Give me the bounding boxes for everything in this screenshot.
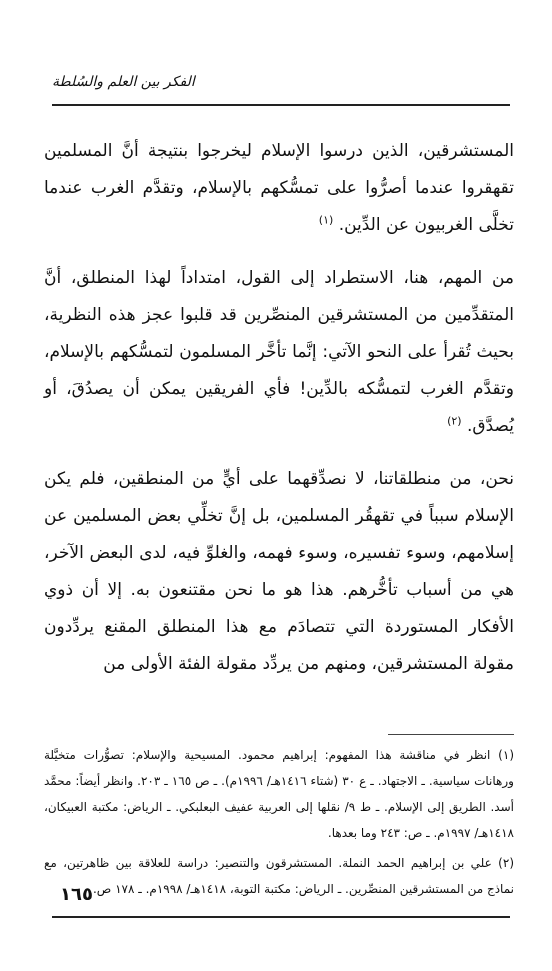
footnote-2: (٢) علي بن إبراهيم الحمد النملة. المستشرقون والتنصير: دراسة للعلاقة بين ظاهرتين، مع نماذج من المستشرقين المنصِّرين. ـ الرياض: مكتبة التوبة، ١٤١٨هـ/ ١٩٩٨م. ـ ١٧٨ ص. [44,856,514,896]
footnote-ref-1: (١) [318,213,334,227]
paragraph-1-text: المستشرقين، الذين درسوا الإسلام ليخرجوا بنتيجة أنَّ المسلمين تقهقروا عندما أصرُّوا على تمسُّكهم بالإسلام، وتقدَّم الغرب عندما تخلَّى الغربيون عن الدِّين. [44,141,514,235]
footer-rule [52,916,510,918]
header-rule [52,104,510,106]
paragraph-1 [44,133,514,244]
running-head-title: الفكر بين العلم والسُلطة [52,74,195,90]
footnote-separator [388,734,514,735]
footnote-ref-2: (٢) [447,414,462,428]
paragraph-2-text: من المهم، هنا، الاستطراد إلى القول، امتداداً لهذا المنطلق، أنَّ المتقدِّمين من المستشرقين المنصِّرين قد قلبوا عجز هذه النظرية، بحيث تُقرأ على النحو الآتي: إنَّما تأخَّر المسلمون لتمسُّكهم بالإسلام، وتقدَّم الغرب لتمسُّكه بالدِّين! فأي الفريقين يمكن أن يصدُقَ، أو يُصدَّق. [44,268,514,436]
paragraph-3 [44,461,514,683]
paragraph-2 [44,260,514,445]
paragraph-3-text: نحن، من منطلقاتنا، لا نصدِّقهما على أيٍّ من المنطقين، فلم يكن الإسلام سبباً في تقهقُر المسلمين، بل إنَّ تخلِّي بعض المسلمين عن إسلامهم، وسوء تفسيره، وسوء فهمه، والغلوِّ فيه، لدى البعض الآخر، هي من أسباب تأخُّرهم. هذا هو ما نحن مقتنعون به. إلا أن ذوي الأفكار المستوردة التي تتصادَم مع هذا المنطلق المقنع يردِّدون مقولة المستشرقين، ومنهم من يردِّد مقولة الفئة الأولى من [44,469,514,674]
footnote-1: (١) انظر في مناقشة هذا المفهوم: إبراهيم محمود. المسيحية والإسلام: تصوُّرات متخيَّلة ورهانات سياسية. ـ الاجتهاد. ـ ع ٣٠ (شتاء ١٤١٦هـ/ ١٩٩٦م). ـ ص ١٦٥ ـ ٢٠٣. وانظر أيضاً: محمَّد أسد. الطريق إلى الإسلام. ـ ط ٩/ نقلها إلى العربية عفيف البعلبكي. ـ الرياض: مكتبة العبيكان، ١٤١٨هـ/ ١٩٩٧م. ـ ص: ٢٤٣ وما بعدها. [44,748,514,840]
footnotes [44,742,514,906]
page-number: ١٦٥ [60,884,93,905]
main-text [44,133,514,699]
